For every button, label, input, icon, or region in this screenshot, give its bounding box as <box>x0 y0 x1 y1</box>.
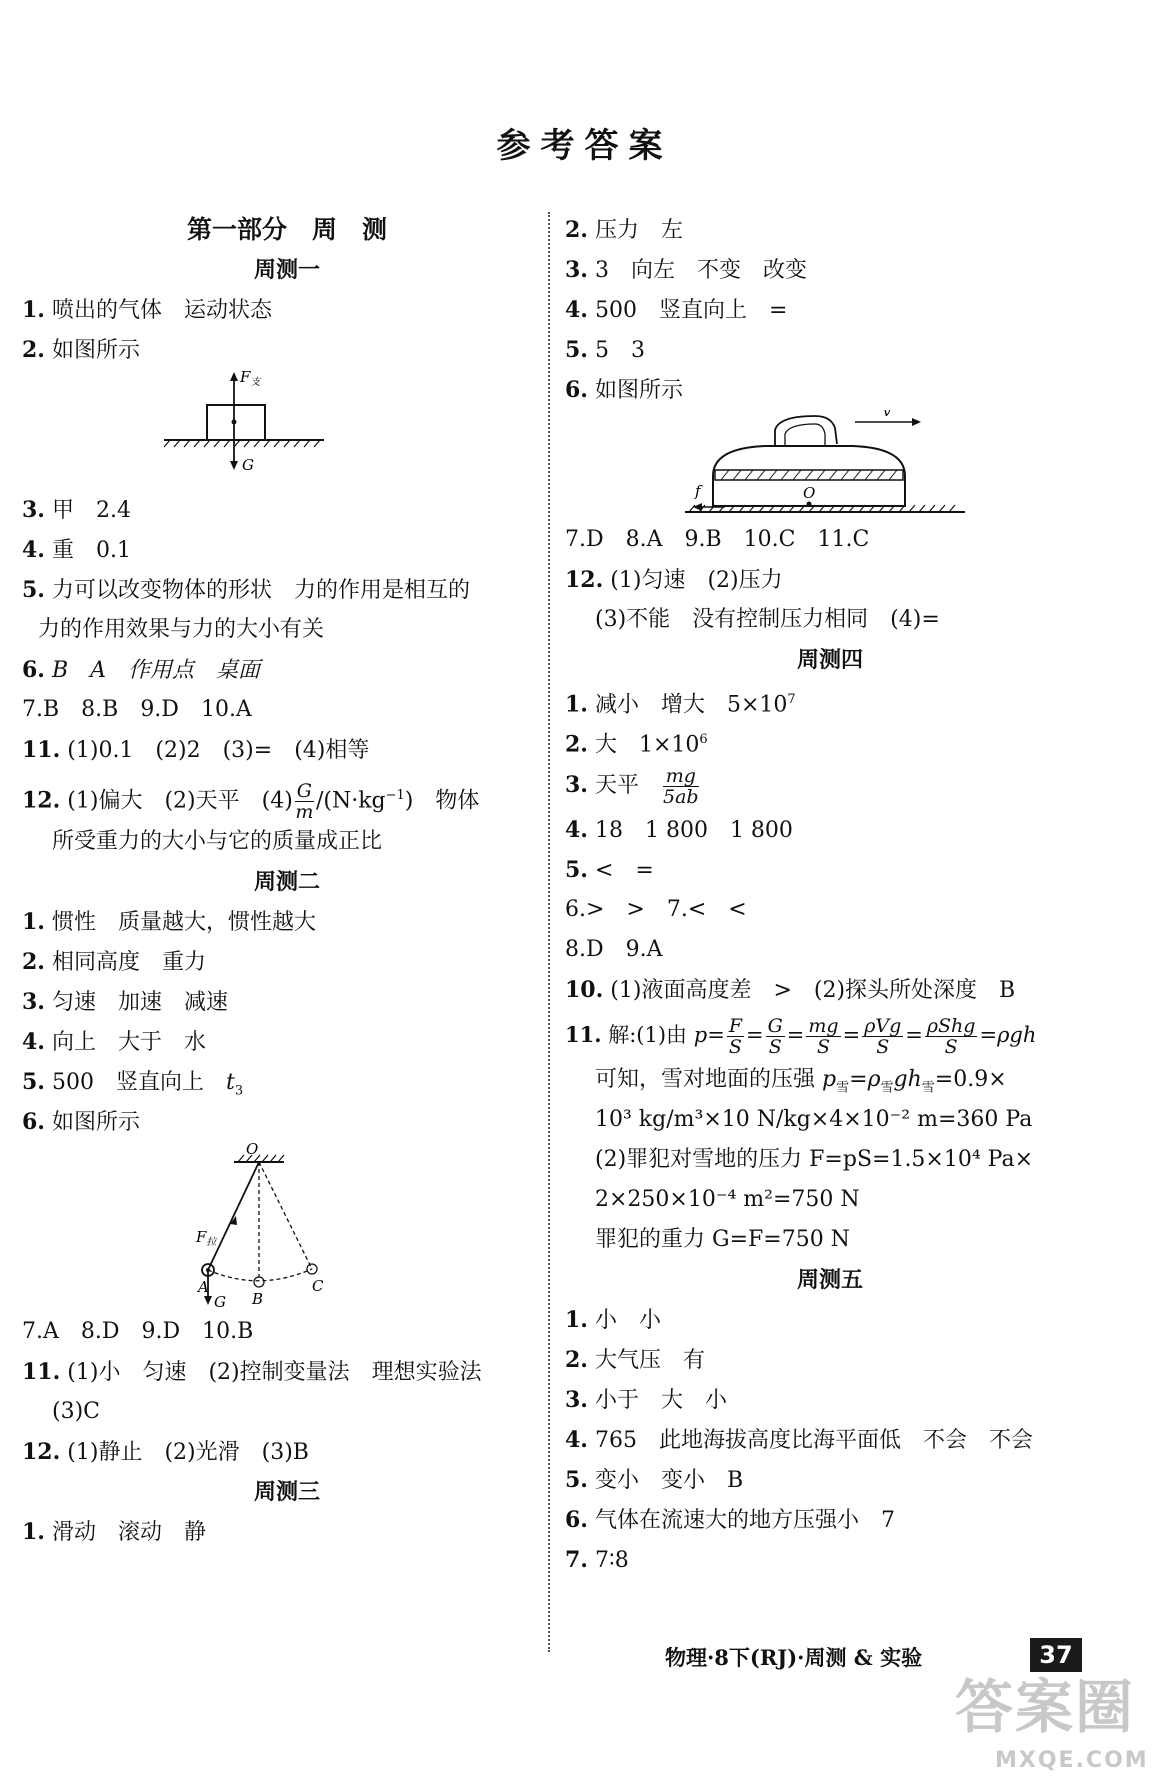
label-b: B <box>252 1290 264 1308</box>
answer-2: 2. 大 $1\times 10^6$ <box>565 731 708 758</box>
answer-5: 5. < = <box>565 857 654 883</box>
answer-6: 6. B A 作用点 桌面 <box>22 657 261 683</box>
answer-1: 1. 小 小 <box>565 1307 661 1333</box>
answer-1: 1. 减小 增大 $5\times 10^7$ <box>565 691 796 718</box>
label-g: G <box>214 1293 226 1311</box>
watermark-url: MXQE.COM <box>995 1748 1149 1773</box>
answer-2: 2. 大气压 有 <box>565 1347 705 1373</box>
answer-11-line2: 可知，雪对地面的压强 $p_雪=\rho_雪gh_雪=0.9\times$ <box>595 1067 1007 1096</box>
answer-3: 3. 3 向左 不变 改变 <box>565 257 807 283</box>
answer-6: 6. 如图所示 <box>565 377 683 403</box>
section-heading-week3: 周测三 <box>253 1479 320 1505</box>
answer-2: 2. 如图所示 <box>22 337 140 363</box>
label-o: O <box>803 484 816 502</box>
answer-6-7: 6.> > 7.< < <box>565 897 747 922</box>
label-f-support: $F_支$ <box>240 370 261 388</box>
part-title: 第一部分 周 测 <box>186 215 387 244</box>
answer-11-line3: 10³ kg/m³×10 N/kg×4×10⁻² m=360 Pa <box>595 1107 1033 1132</box>
label-c: C <box>312 1277 324 1295</box>
answer-5: 5. 力可以改变物体的形状 力的作用是相互的 <box>22 577 470 603</box>
answer-11-cont: (3)C <box>52 1399 100 1424</box>
answer-11: 11. (1)小 匀速 (2)控制变量法 理想实验法 <box>22 1359 482 1385</box>
curling-stone-diagram <box>565 410 1095 520</box>
figure-curling-stone <box>565 410 1095 520</box>
answer-12: 12. (1)静止 (2)光滑 (3)B <box>22 1439 309 1465</box>
answer-12: 12. (1)偏大 (2)天平 (4) $\frac{G}{m}$ $/(N\cdot kg^{-1})$ 物体 <box>22 779 480 823</box>
answer-7-10: 7.B 8.B 9.D 10.A <box>22 697 252 722</box>
answer-3: 3. 甲 2.4 <box>22 497 131 523</box>
label-v: v <box>883 410 891 420</box>
answer-4: 4. 向上 大于 水 <box>22 1029 206 1055</box>
section-heading-week2: 周测二 <box>253 869 320 895</box>
answer-1: 1. 喷出的气体 运动状态 <box>22 297 272 323</box>
footer-book-title: 物理·8下(RJ)·周测 & 实验 <box>665 1645 923 1670</box>
answer-5: 5. 500 竖直向上 $t_3$ <box>22 1069 244 1099</box>
answer-11-line4: (2)罪犯对雪地的压力 F=pS=1.5×10⁴ Pa× <box>595 1147 1034 1172</box>
label-a: A <box>198 1278 209 1296</box>
page-number: 37 <box>1030 1638 1082 1672</box>
answer-7-11: 7.D 8.A 9.B 10.C 11.C <box>565 527 870 552</box>
section-heading-week1: 周测一 <box>253 257 320 283</box>
answer-6: 6. 气体在流速大的地方压强小 7 <box>565 1507 895 1533</box>
page-title: 参考答案 <box>496 126 673 166</box>
right-column <box>565 210 1095 1580</box>
label-g: G <box>242 456 254 474</box>
section-heading-week4: 周测四 <box>796 647 863 673</box>
section-heading-week5: 周测五 <box>796 1267 863 1293</box>
answer-3: 3. 匀速 加速 减速 <box>22 989 228 1015</box>
block-force-diagram <box>22 370 552 490</box>
figure-pendulum <box>22 1142 552 1312</box>
answer-2: 2. 压力 左 <box>565 217 683 243</box>
answer-4: 4. 500 竖直向上 = <box>565 297 788 323</box>
answer-12: 12. (1)匀速 (2)压力 <box>565 567 783 593</box>
answer-2: 2. 相同高度 重力 <box>22 949 206 975</box>
answer-11: 11. (1)0.1 (2)2 (3)= (4)相等 <box>22 737 370 763</box>
answer-4: 4. 765 此地海拔高度比海平面低 不会 不会 <box>565 1427 1033 1453</box>
pendulum-diagram <box>22 1142 552 1312</box>
answer-4: 4. 18 1 800 1 800 <box>565 817 793 843</box>
answer-12-cont: (3)不能 没有控制压力相同 (4)= <box>595 607 940 632</box>
answer-10: 10. (1)液面高度差 > (2)探头所处深度 B <box>565 977 1016 1003</box>
answer-11-line5: 2×250×10⁻⁴ m²=750 N <box>595 1187 860 1212</box>
answer-12-cont: 所受重力的大小与它的质量成正比 <box>52 829 383 854</box>
label-o: O <box>246 1142 259 1158</box>
answer-1: 1. 惯性 质量越大，惯性越大 <box>22 909 316 935</box>
answer-8-9: 8.D 9.A <box>565 937 663 962</box>
watermark-logo: 答案圈 <box>955 1673 1136 1741</box>
label-f: f <box>695 482 701 500</box>
answer-5: 5. 变小 变小 B <box>565 1467 744 1493</box>
answer-4: 4. 重 0.1 <box>22 537 131 563</box>
answer-7: 7. 7∶8 <box>565 1547 629 1573</box>
figure-block-on-surface <box>22 370 552 490</box>
label-f-pull: $F_拉$ <box>196 1228 217 1248</box>
answer-6: 6. 如图所示 <box>22 1109 140 1135</box>
answer-11-line6: 罪犯的重力 G=F=750 N <box>595 1227 850 1252</box>
answer-3: 3. 小于 大 小 <box>565 1387 727 1413</box>
left-column <box>22 210 552 1552</box>
watermark <box>955 1660 1155 1773</box>
answer-5-cont: 力的作用效果与力的大小有关 <box>38 617 325 642</box>
answer-1: 1. 滑动 滚动 静 <box>22 1519 206 1545</box>
answer-7-10: 7.A 8.D 9.D 10.B <box>22 1319 254 1344</box>
answer-3: 3. 天平 $\frac{mg}{5ab}$ <box>565 764 699 808</box>
answer-5: 5. 5 3 <box>565 337 645 363</box>
answer-11: 11. 解:(1)由 p= $\frac{F}{S}$ = $\frac{G}{S}$ = $\frac{mg}{S}$ = $\frac{\text{ρVg}}{S}$ = $\frac{\text{ρShg}}{S}$ =ρgh <box>565 1015 1037 1058</box>
